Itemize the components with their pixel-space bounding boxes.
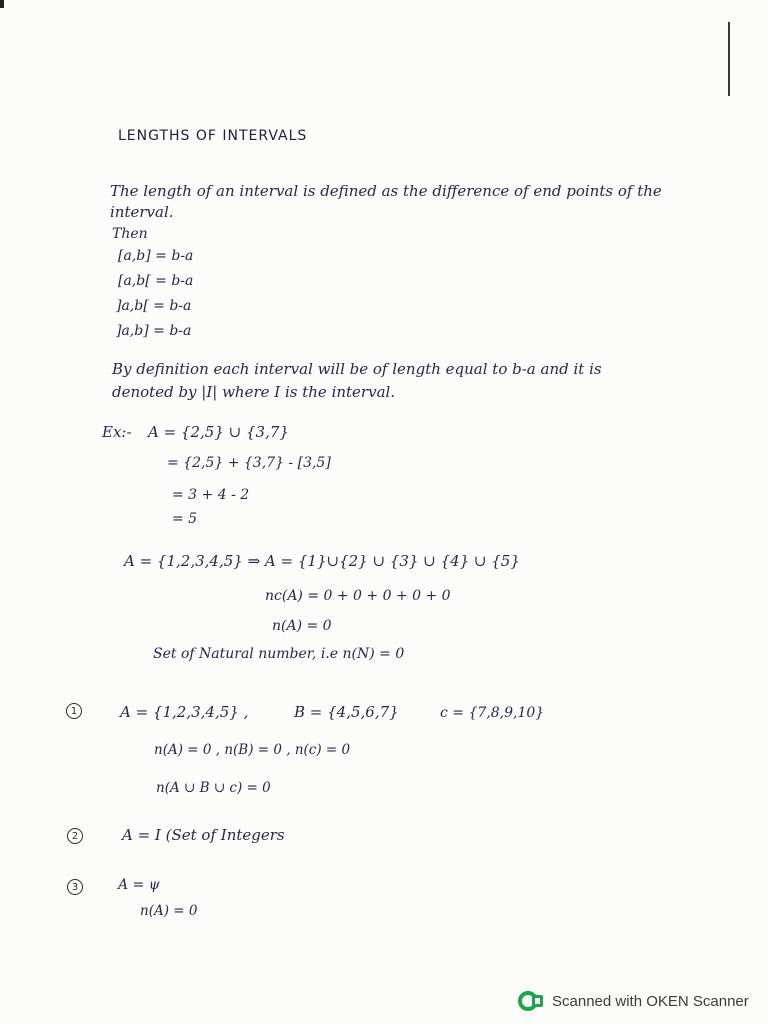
set-example-line-4: Set of Natural number, i.e n(N) = 0 <box>153 646 405 662</box>
problem-3-line-1: A = ψ <box>118 877 160 893</box>
scan-corner-mark <box>0 0 4 8</box>
interval-length-right-closed: ]a,b] = b-a <box>116 323 192 339</box>
interval-length-left-closed: [a,b[ = b-a <box>118 273 194 289</box>
example-line-1: A = {2,5} ∪ {3,7} <box>148 423 289 441</box>
definition-line-2: interval. <box>110 203 174 221</box>
problem-1-number-badge: 1 <box>66 703 82 719</box>
problem-3-line-2: n(A) = 0 <box>140 903 198 919</box>
oken-scanner-logo-icon <box>518 990 544 1012</box>
set-example-line-1: A = {1,2,3,4,5} ⇒ A = {1}∪{2} ∪ {3} ∪ {4} ∪ {5} <box>124 552 520 570</box>
scanner-watermark-text: Scanned with OKEN Scanner <box>552 992 749 1010</box>
then-label: Then <box>112 226 148 242</box>
problem-1-set-b: B = {4,5,6,7} <box>294 703 399 721</box>
problem-1-set-a: A = {1,2,3,4,5} , <box>120 703 249 721</box>
interval-length-open: ]a,b[ = b-a <box>116 298 192 314</box>
problem-2-line: A = I (Set of Integers <box>122 826 285 844</box>
set-example-line-2: nc(A) = 0 + 0 + 0 + 0 + 0 <box>265 588 451 604</box>
definition-line-1: The length of an interval is defined as the difference of end points of the <box>110 182 662 200</box>
set-example-line-3: n(A) = 0 <box>272 618 332 634</box>
problem-1-set-c: c = {7,8,9,10} <box>440 705 545 721</box>
example-line-4: = 5 <box>172 511 198 527</box>
interval-length-closed: [a,b] = b-a <box>118 248 194 264</box>
problem-2-number-badge: 2 <box>67 828 83 844</box>
problem-1-union-cardinality: n(A ∪ B ∪ c) = 0 <box>156 780 271 796</box>
page-title: LENGTHS OF INTERVALS <box>118 128 308 144</box>
example-label: Ex:- <box>102 423 132 441</box>
definition-note-line-1: By definition each interval will be of length equal to b-a and it is <box>112 360 602 378</box>
scanner-watermark <box>518 990 749 1012</box>
definition-note-line-2: denoted by |I| where I is the interval. <box>112 383 396 401</box>
problem-3-number-badge: 3 <box>67 879 83 895</box>
problem-1-cardinalities: n(A) = 0 , n(B) = 0 , n(c) = 0 <box>154 742 351 758</box>
example-line-3: = 3 + 4 - 2 <box>172 487 250 503</box>
example-line-2: = {2,5} + {3,7} - [3,5] <box>167 455 331 471</box>
page-edge-line <box>728 22 730 96</box>
